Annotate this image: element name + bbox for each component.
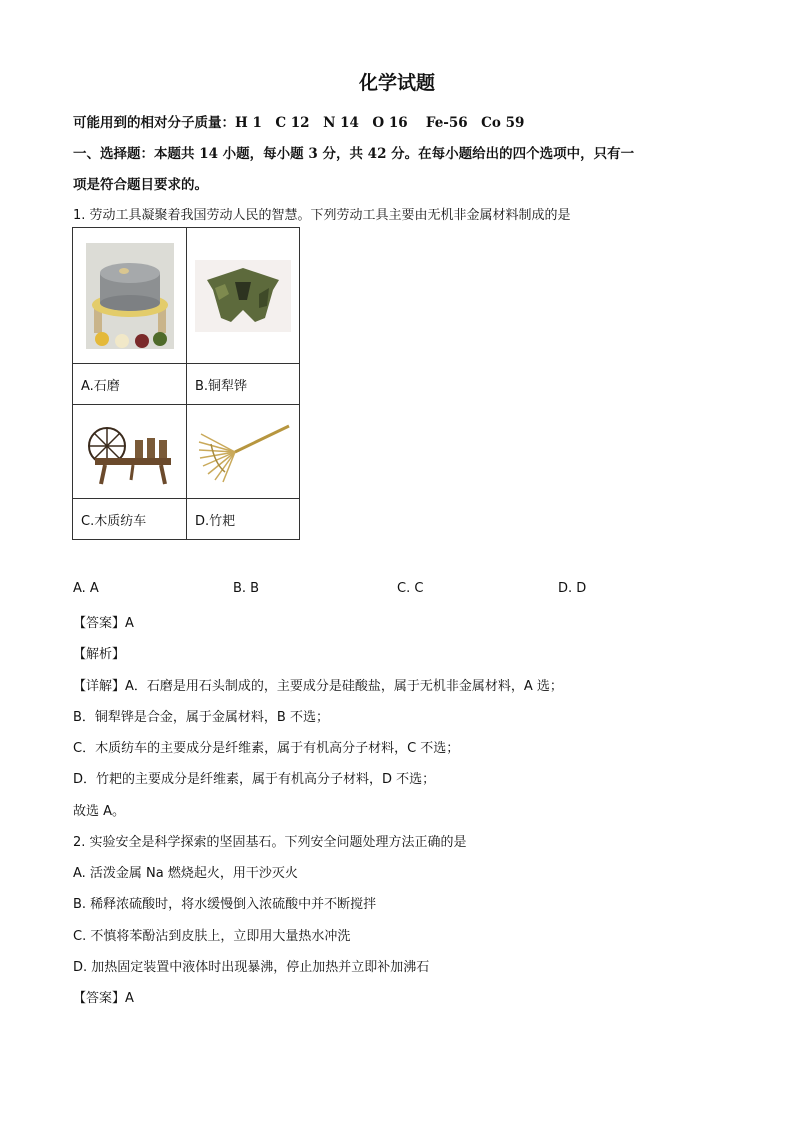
q1-detail-c: C．木质纺车的主要成分是纤维素，属于有机高分子材料，C 不选； — [73, 741, 460, 756]
q2-option-a: A. 活泼金属 Na 燃烧起火，用干沙灭火 — [73, 866, 298, 881]
q1-detail-a: 【详解】A．石磨是用石头制成的，主要成分是硅酸盐，属于无机非金属材料，A 选； — [73, 679, 563, 694]
bamboo-rake-photo — [195, 420, 291, 484]
section-heading-line2: 项是符合题目要求的。 — [73, 177, 208, 193]
cell-bronze-plowshare — [187, 228, 300, 364]
q1-choice-b: B. B — [233, 581, 260, 596]
wooden-spinning-wheel-photo — [85, 416, 175, 488]
option-label-b: B.铜犁铧 — [187, 364, 300, 405]
cell-spinning-wheel — [73, 405, 187, 499]
option-label-c: C.木质纺车 — [73, 499, 187, 540]
q2-answer: 【答案】A — [73, 991, 134, 1006]
cell-bamboo-rake — [187, 405, 300, 499]
section-heading-line1: 一、选择题：本题共 14 小题，每小题 3 分，共 42 分。在每小题给出的四个选项中，只有一 — [73, 146, 635, 162]
q1-choice-d: D. D — [558, 581, 587, 596]
relative-masses: 可能用到的相对分子质量：H 1 C 12 N 14 O 16 Fe-56 Co 59 — [73, 115, 525, 131]
q1-analysis-heading: 【解析】 — [73, 647, 126, 662]
q1-conclusion: 故选 A。 — [73, 804, 126, 819]
stone-mill-photo — [86, 243, 174, 349]
option-label-a: A.石磨 — [73, 364, 187, 405]
q1-stem: 1. 劳动工具凝聚着我国劳动人民的智慧。下列劳动工具主要由无机非金属材料制成的是 — [73, 208, 571, 223]
page-title: 化学试题 — [358, 72, 435, 94]
q1-option-table — [72, 227, 300, 540]
q1-answer: 【答案】A — [73, 616, 134, 631]
q1-choice-a: A. A — [73, 581, 99, 596]
q1-detail-b: B．铜犁铧是合金，属于金属材料，B 不选； — [73, 710, 329, 725]
option-label-d: D.竹耙 — [187, 499, 300, 540]
q2-stem: 2. 实验安全是科学探索的坚固基石。下列安全问题处理方法正确的是 — [73, 835, 467, 850]
q1-detail-d: D．竹耙的主要成分是纤维素，属于有机高分子材料，D 不选； — [73, 772, 436, 787]
q2-option-c: C. 不慎将苯酚沾到皮肤上，立即用大量热水冲洗 — [73, 929, 351, 944]
bronze-plowshare-photo — [195, 260, 291, 332]
cell-stone-mill — [73, 228, 187, 364]
q1-choice-c: C. C — [397, 581, 424, 596]
q2-option-b: B. 稀释浓硫酸时，将水缓慢倒入浓硫酸中并不断搅拌 — [73, 897, 377, 912]
q2-option-d: D. 加热固定装置中液体时出现暴沸，停止加热并立即补加沸石 — [73, 960, 430, 975]
